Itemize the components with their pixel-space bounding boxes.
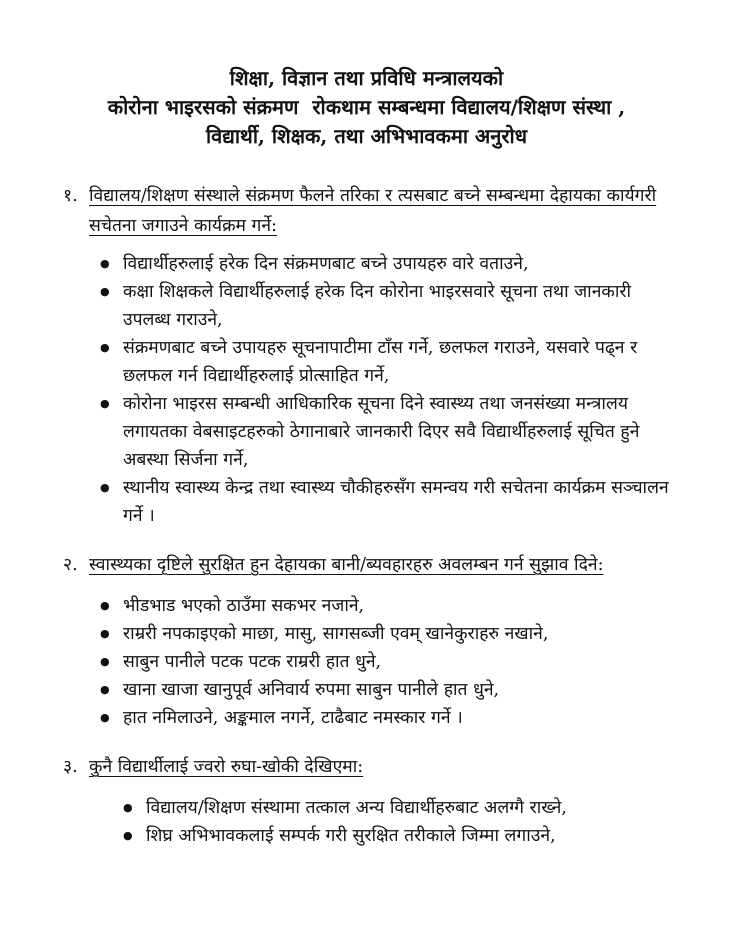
section-3 <box>63 752 670 850</box>
bullet-text: राम्ररी नपकाइएको माछा, मासु, सागसब्जी एवम् खानेकुराहरु नखाने, <box>123 624 549 644</box>
list-item <box>100 676 670 704</box>
bullet-text: भीडभाड भएको ठाउँमा सकभर नजाने, <box>123 596 365 616</box>
list-item <box>100 704 670 732</box>
list-item <box>100 592 670 620</box>
section-1 <box>63 181 670 530</box>
bullet-text: हात नमिलाउने, अङ्कमाल नगर्ने, टाढैबाट नमस्कार गर्ने । <box>123 708 463 728</box>
bullet-icon: ● <box>100 627 110 640</box>
bullet-text: साबुन पानीले पटक पटक राम्ररी हात धुने, <box>123 652 382 672</box>
bullet-icon: ● <box>123 829 133 842</box>
section-2-heading: स्वास्थ्यका दृष्टिले सुरक्षित हुन देहायका बानी/ब्यवहारहरु अवलम्बन गर्न सुझाव दिने: <box>89 555 604 575</box>
title-line-3: विद्यार्थी, शिक्षक, तथा अभिभावकमा अनुरोध <box>205 124 528 148</box>
list-item <box>100 390 670 474</box>
section-3-heading: कुनै विद्यार्थीलाई ज्वरो रुघा-खोकी देखिएमा: <box>89 757 364 777</box>
bullet-icon: ● <box>100 257 110 270</box>
bullet-text: खाना खाजा खानुपूर्व अनिवार्य रुपमा साबुन पानीले हात धुने, <box>123 680 500 700</box>
section-3-bullet-list <box>63 794 670 850</box>
list-item <box>123 822 670 850</box>
bullet-icon: ● <box>100 397 110 410</box>
bullet-text: कक्षा शिक्षकले विद्यार्थीहरुलाई हरेक दिन कोरोना भाइरसवारे सूचना तथा जानकारी उपलब्ध गराउने, <box>123 282 632 330</box>
bullet-icon: ● <box>100 341 110 354</box>
document-title <box>63 64 670 151</box>
bullet-text: शिघ्र अभिभावकलाई सम्पर्क गरी सुरक्षित तरीकाले जिम्मा लगाउने, <box>146 826 556 846</box>
list-item <box>100 648 670 676</box>
bullet-text: कोरोना भाइरस सम्बन्धी आधिकारिक सूचना दिने स्वास्थ्य तथा जनसंख्या मन्त्रालय लगायतका वेबसाइटहरुको ठेगानाबारे जानकारी दिएर सवै विद्यार्थीहरुलाई सूचित हुने अबस्था सिर्जना गर्ने, <box>123 394 640 470</box>
section-1-heading-row <box>63 181 670 241</box>
section-1-number: १. <box>63 186 78 206</box>
section-2 <box>63 550 670 732</box>
bullet-text: स्थानीय स्वास्थ्य केन्द्र तथा स्वास्थ्य चौकीहरुसँग समन्वय गरी सचेतना कार्यक्रम सञ्चालन गर्ने । <box>123 478 669 526</box>
title-line-2: कोरोना भाइरसको संक्रमण रोकथाम सम्बन्धमा विद्यालय/शिक्षण संस्था , <box>107 95 626 119</box>
section-2-heading-row <box>63 550 670 580</box>
list-item <box>100 334 670 390</box>
section-1-heading: विद्यालय/शिक्षण संस्थाले संक्रमण फैलने तरिका र त्यसबाट बच्ने सम्बन्धमा देहायका कार्यगरी सचेतना जगाउने कार्यक्रम गर्ने: <box>89 186 657 236</box>
title-line-1: शिक्षा, विज्ञान तथा प्रविधि मन्त्रालयको <box>229 66 504 90</box>
bullet-text: विद्यार्थीहरुलाई हरेक दिन संक्रमणबाट बच्ने उपायहरु वारे वताउने, <box>123 254 529 274</box>
bullet-icon: ● <box>100 599 110 612</box>
section-3-heading-row <box>63 752 670 782</box>
section-1-bullet-list <box>63 250 670 530</box>
list-item <box>100 250 670 278</box>
bullet-icon: ● <box>100 481 110 494</box>
section-3-number: ३. <box>63 757 78 777</box>
bullet-text: विद्यालय/शिक्षण संस्थामा तत्काल अन्य विद्यार्थीहरुबाट अलग्गै राख्ने, <box>146 798 567 818</box>
bullet-icon: ● <box>100 683 110 696</box>
list-item <box>100 620 670 648</box>
bullet-icon: ● <box>100 655 110 668</box>
bullet-text: संक्रमणबाट बच्ने उपायहरु सूचनापाटीमा टाँस गर्ने, छलफल गराउने, यसवारे पढ्न र छलफल गर्न विद्यार्थीहरुलाई प्रोत्साहित गर्ने, <box>123 338 638 386</box>
list-item <box>100 474 670 530</box>
section-2-number: २. <box>63 555 78 575</box>
section-2-bullet-list <box>63 592 670 732</box>
list-item <box>123 794 670 822</box>
bullet-icon: ● <box>123 801 133 814</box>
bullet-icon: ● <box>100 711 110 724</box>
bullet-icon: ● <box>100 285 110 298</box>
list-item <box>100 278 670 334</box>
